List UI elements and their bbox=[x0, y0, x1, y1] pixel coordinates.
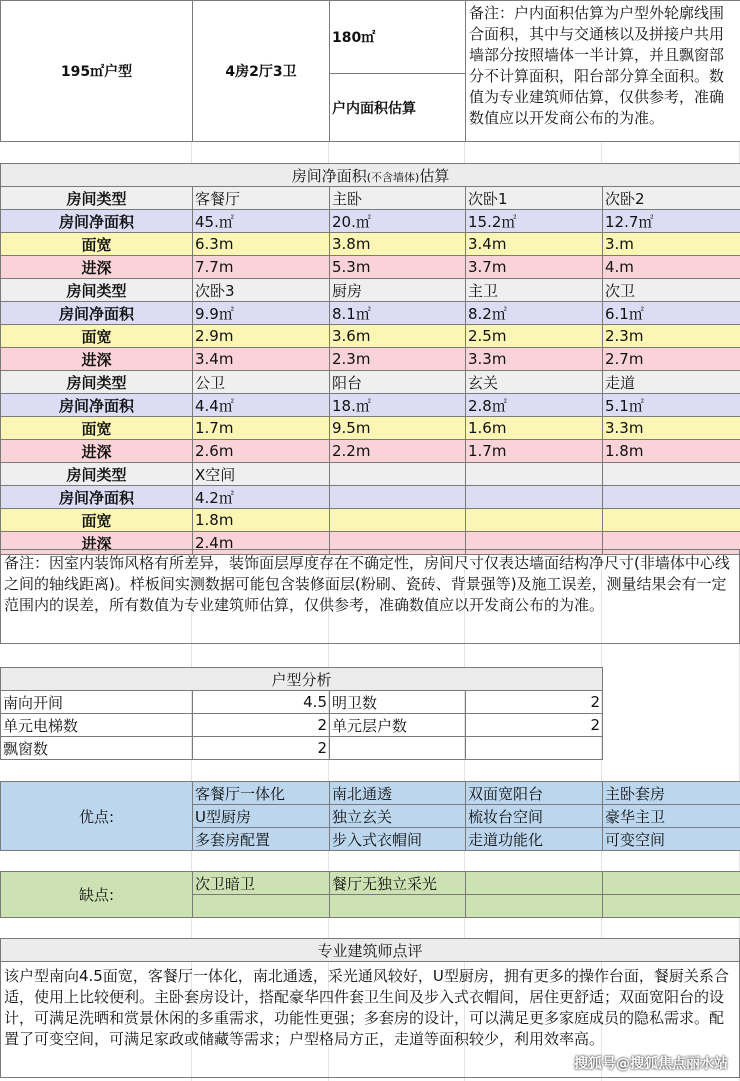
room-area-cell: 6.1㎡ bbox=[603, 302, 740, 325]
rooms-row-width bbox=[1, 325, 740, 348]
rooms-row-width bbox=[1, 233, 740, 256]
room-area-cell bbox=[330, 486, 466, 509]
rooms-row-area bbox=[1, 486, 740, 509]
room-width-cell: 2.3m bbox=[603, 325, 740, 348]
room-width-cell: 3.3m bbox=[603, 417, 740, 440]
header-table bbox=[0, 0, 740, 142]
room-depth-cell: 2.4m bbox=[193, 532, 330, 555]
room-depth-cell: 3.4m bbox=[193, 348, 330, 371]
room-type-cell: 次卫 bbox=[603, 279, 740, 302]
pros-table bbox=[0, 781, 740, 851]
room-area-cell: 8.2㎡ bbox=[466, 302, 603, 325]
room-type-cell bbox=[603, 463, 740, 486]
rooms-row-type bbox=[1, 463, 740, 486]
room-width-cell bbox=[603, 509, 740, 532]
row-label-depth: 进深 bbox=[1, 348, 193, 371]
row-label-area: 房间净面积 bbox=[1, 486, 193, 509]
row-label-depth: 进深 bbox=[1, 532, 193, 555]
header-note: 备注：户内面积估算为户型外轮廓线围合面积，其中与交通核以及拼接户共用墙部分按照墙体一半计算，并且飘窗部分不计算面积，阳台部分算全面积。数值为专业建筑师估算，仅供参考，准确数值应以开发商公布的为准。 bbox=[466, 1, 740, 142]
cons-empty bbox=[330, 895, 466, 918]
room-width-cell: 3.m bbox=[603, 233, 740, 256]
analysis-label: 明卫数 bbox=[330, 691, 466, 714]
rooms-row-width bbox=[1, 509, 740, 532]
room-width-cell: 3.6m bbox=[330, 325, 466, 348]
rooms-row-depth bbox=[1, 440, 740, 463]
row-label-type: 房间类型 bbox=[1, 463, 193, 486]
analysis-value: 2 bbox=[466, 714, 603, 737]
rooms-title-main: 房间净面积 bbox=[291, 166, 367, 185]
row-label-width: 面宽 bbox=[1, 509, 193, 532]
row-label-depth: 进深 bbox=[1, 256, 193, 279]
rooms-row-area bbox=[1, 302, 740, 325]
room-type-cell bbox=[330, 463, 466, 486]
review-title: 专业建筑师点评 bbox=[1, 939, 740, 962]
room-type-cell: 阳台 bbox=[330, 371, 466, 394]
rooms-row-type bbox=[1, 371, 740, 394]
room-area-cell: 45.㎡ bbox=[193, 210, 330, 233]
analysis-row bbox=[1, 691, 603, 714]
room-depth-cell: 4.m bbox=[603, 256, 740, 279]
analysis-label: 单元层户数 bbox=[330, 714, 466, 737]
pros-item: 双面宽阳台 bbox=[466, 782, 603, 805]
cons-item: 餐厅无独立采光 bbox=[330, 872, 466, 895]
pros-row bbox=[1, 782, 740, 805]
pros-item: 可变空间 bbox=[603, 828, 740, 851]
review-text: 该户型南向4.5面宽，客餐厅一体化，南北通透，采光通风较好，U型厨房，拥有更多的操作台面，餐厨关系合适，使用上比较便利。主卧套房设计，搭配豪华四件套卫生间及步入式衣帽间，居住更舒适；双面宽阳台的设计，可满足洗晒和赏景休闲的多重需求，功能性更强；多套房的设计，可以满足更多家庭成员的隐私需求。配置了可变空间，可满足家政或储藏等需求；户型格局方正，走道等面积较少，利用效率高。 bbox=[1, 962, 740, 1078]
room-area-cell bbox=[466, 486, 603, 509]
room-width-cell bbox=[330, 509, 466, 532]
room-area-cell: 18.㎡ bbox=[330, 394, 466, 417]
analysis-label: 飘窗数 bbox=[1, 737, 193, 760]
room-area-cell: 20.㎡ bbox=[330, 210, 466, 233]
cons-empty bbox=[603, 895, 740, 918]
room-depth-cell: 1.7m bbox=[466, 440, 603, 463]
analysis-value: 2 bbox=[193, 714, 330, 737]
rooms-note: 备注：因室内装饰风格有所差异，装饰面层厚度存在不确定性，房间尺寸仅表达墙面结构净尺寸(非墙体中心线之间的轴线距离)。样板间实测数据可能包含装修面层(粉刷、瓷砖、背景强等)及施工误差，测量结果会有一定范围内的误差，所有数值为专业建筑师估算，仅供参考，准确数值应以开发商公布的为准。 bbox=[0, 549, 740, 644]
room-depth-cell: 7.7m bbox=[193, 256, 330, 279]
room-area-cell: 4.2㎡ bbox=[193, 486, 330, 509]
analysis-value: 4.5 bbox=[193, 691, 330, 714]
analysis-value: 2 bbox=[466, 691, 603, 714]
rooms-row-area bbox=[1, 210, 740, 233]
room-type-cell: 走道 bbox=[603, 371, 740, 394]
area-label: 户内面积估算 bbox=[330, 74, 466, 142]
room-depth-cell: 3.7m bbox=[466, 256, 603, 279]
room-width-cell: 3.4m bbox=[466, 233, 603, 256]
area-value: 180㎡ bbox=[330, 1, 466, 74]
room-type-cell: 次卧2 bbox=[603, 187, 740, 210]
pros-item: 主卧套房 bbox=[603, 782, 740, 805]
room-width-cell: 1.6m bbox=[466, 417, 603, 440]
room-width-cell: 3.8m bbox=[330, 233, 466, 256]
rooms-row-type bbox=[1, 279, 740, 302]
room-type-cell: 厨房 bbox=[330, 279, 466, 302]
pros-label: 优点: bbox=[1, 782, 193, 851]
analysis-value: 2 bbox=[193, 737, 330, 760]
row-label-area: 房间净面积 bbox=[1, 210, 193, 233]
room-width-cell: 2.9m bbox=[193, 325, 330, 348]
rooms-row-type bbox=[1, 187, 740, 210]
room-width-cell: 6.3m bbox=[193, 233, 330, 256]
rooms-row-depth bbox=[1, 256, 740, 279]
rooms-row-depth bbox=[1, 348, 740, 371]
rooms-table-title bbox=[1, 164, 740, 187]
row-label-type: 房间类型 bbox=[1, 187, 193, 210]
pros-item: U型厨房 bbox=[193, 805, 330, 828]
rooms-row-width bbox=[1, 417, 740, 440]
room-type-cell: 玄关 bbox=[466, 371, 603, 394]
room-width-cell: 9.5m bbox=[330, 417, 466, 440]
room-depth-cell: 1.8m bbox=[603, 440, 740, 463]
analysis-label: 单元电梯数 bbox=[1, 714, 193, 737]
room-area-cell: 8.1㎡ bbox=[330, 302, 466, 325]
room-area-cell: 9.9㎡ bbox=[193, 302, 330, 325]
room-type-cell: X空间 bbox=[193, 463, 330, 486]
room-area-cell: 4.4㎡ bbox=[193, 394, 330, 417]
rooms-title-end: 估算 bbox=[419, 166, 450, 185]
row-label-type: 房间类型 bbox=[1, 371, 193, 394]
row-label-depth: 进深 bbox=[1, 440, 193, 463]
analysis-label bbox=[330, 737, 466, 760]
room-type-cell: 公卫 bbox=[193, 371, 330, 394]
room-depth-cell: 2.7m bbox=[603, 348, 740, 371]
room-width-cell: 1.7m bbox=[193, 417, 330, 440]
rooms-title-sub: (不含墙体) bbox=[366, 170, 420, 184]
cons-empty bbox=[193, 895, 330, 918]
row-label-type: 房间类型 bbox=[1, 279, 193, 302]
cons-empty bbox=[466, 872, 603, 895]
room-area-cell bbox=[603, 486, 740, 509]
pros-item: 步入式衣帽间 bbox=[330, 828, 466, 851]
room-area-cell: 5.1㎡ bbox=[603, 394, 740, 417]
analysis-row bbox=[1, 737, 603, 760]
watermark: 搜狐号@搜狐焦点丽水站 bbox=[574, 1056, 728, 1072]
row-label-area: 房间净面积 bbox=[1, 394, 193, 417]
row-label-area: 房间净面积 bbox=[1, 302, 193, 325]
pros-item: 梳妆台空间 bbox=[466, 805, 603, 828]
room-width-cell bbox=[466, 509, 603, 532]
room-depth-cell: 2.3m bbox=[330, 348, 466, 371]
analysis-row bbox=[1, 714, 603, 737]
room-type-cell: 主卧 bbox=[330, 187, 466, 210]
row-label-width: 面宽 bbox=[1, 233, 193, 256]
cons-empty bbox=[466, 895, 603, 918]
analysis-value bbox=[466, 737, 603, 760]
room-layout: 4房2厅3卫 bbox=[193, 1, 330, 142]
room-type-cell: 主卫 bbox=[466, 279, 603, 302]
pros-item: 多套房配置 bbox=[193, 828, 330, 851]
analysis-title: 户型分析 bbox=[1, 668, 603, 691]
cons-table bbox=[0, 871, 740, 918]
pros-item: 独立玄关 bbox=[330, 805, 466, 828]
row-label-width: 面宽 bbox=[1, 325, 193, 348]
room-area-cell: 12.7㎡ bbox=[603, 210, 740, 233]
room-type-cell: 次卧1 bbox=[466, 187, 603, 210]
room-type-cell bbox=[466, 463, 603, 486]
room-type-cell: 次卧3 bbox=[193, 279, 330, 302]
pros-item: 客餐厅一体化 bbox=[193, 782, 330, 805]
pros-item: 豪华主卫 bbox=[603, 805, 740, 828]
room-area-cell: 15.2㎡ bbox=[466, 210, 603, 233]
cons-empty bbox=[603, 872, 740, 895]
room-depth-cell: 3.3m bbox=[466, 348, 603, 371]
pros-item: 南北通透 bbox=[330, 782, 466, 805]
room-type-cell: 客餐厅 bbox=[193, 187, 330, 210]
room-depth-cell: 2.2m bbox=[330, 440, 466, 463]
room-width-cell: 1.8m bbox=[193, 509, 330, 532]
row-label-width: 面宽 bbox=[1, 417, 193, 440]
room-depth-cell: 5.3m bbox=[330, 256, 466, 279]
cons-item: 次卫暗卫 bbox=[193, 872, 330, 895]
room-width-cell: 2.5m bbox=[466, 325, 603, 348]
analysis-table bbox=[0, 667, 603, 760]
unit-type: 195㎡户型 bbox=[1, 1, 193, 142]
room-depth-cell: 2.6m bbox=[193, 440, 330, 463]
analysis-label: 南向开间 bbox=[1, 691, 193, 714]
cons-label: 缺点: bbox=[1, 872, 193, 918]
pros-item: 走道功能化 bbox=[466, 828, 603, 851]
rooms-table bbox=[0, 163, 740, 555]
rooms-row-area bbox=[1, 394, 740, 417]
room-area-cell: 2.8㎡ bbox=[466, 394, 603, 417]
